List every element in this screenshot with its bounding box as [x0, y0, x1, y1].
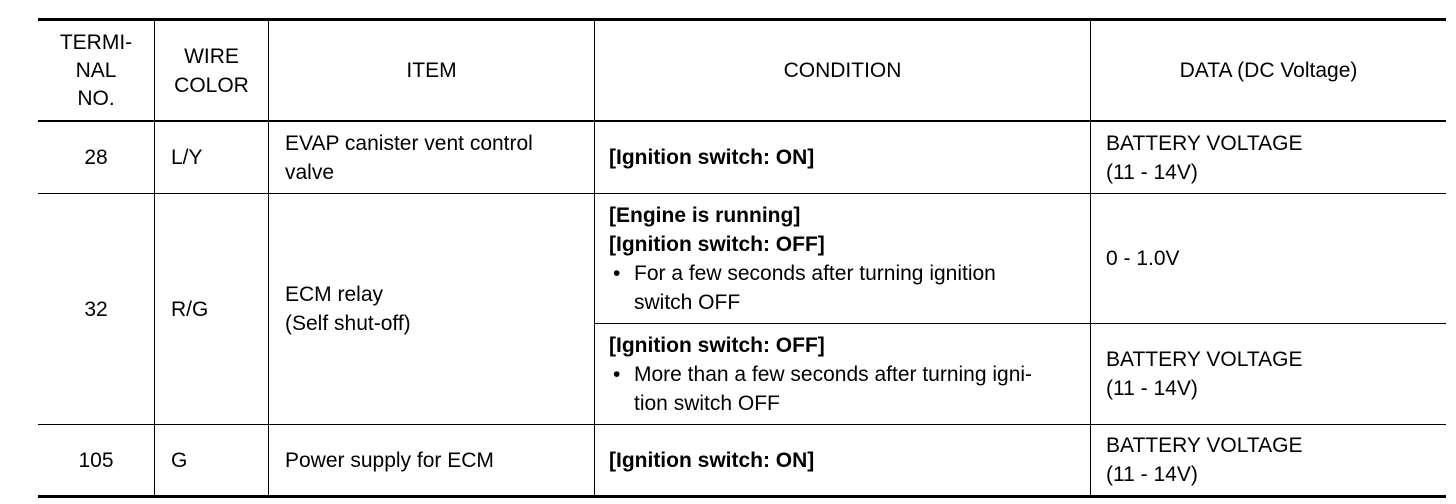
item-name: Power supply for ECM — [285, 448, 494, 472]
header-item: ITEM — [406, 59, 457, 82]
bullet-icon: • — [613, 362, 621, 386]
condition-bullet: • For a few seconds after turning ignition switch OFF — [609, 259, 996, 317]
terminal-no: 28 — [84, 146, 108, 169]
header-data: DATA (DC Voltage) — [1179, 59, 1358, 82]
item-name: EVAP canister vent control valve — [285, 131, 533, 184]
table-bottom-rule — [38, 495, 1446, 498]
terminal-no: 105 — [78, 448, 114, 472]
data-value: 0 - 1.0V — [1106, 247, 1180, 270]
condition-text: [Engine is running] [Ignition switch: OFF] • For a few seconds after turning ignition switch OFF — [609, 194, 1087, 323]
bullet-icon: • — [613, 261, 621, 285]
data-value: BATTERY VOLTAGE (11 - 14V) — [1106, 434, 1303, 486]
condition-text: [Ignition switch: ON] — [609, 448, 815, 472]
wire-color: G — [171, 448, 188, 472]
header-terminal-no: TERMI- NAL NO. — [59, 30, 133, 110]
wire-color: L/Y — [171, 146, 203, 169]
header-wire-color: WIRE COLOR — [174, 44, 249, 97]
header-condition: CONDITION — [783, 59, 902, 82]
terminal-no: 32 — [84, 297, 108, 321]
condition-bullet: • More than a few seconds after turning igni- tion switch OFF — [609, 360, 1032, 418]
data-value: BATTERY VOLTAGE (11 - 14V) — [1106, 348, 1303, 400]
wire-color: R/G — [171, 297, 209, 321]
condition-text: [Ignition switch: ON] — [609, 146, 815, 169]
ecm-terminal-table — [38, 18, 1446, 498]
data-value: BATTERY VOLTAGE (11 - 14V) — [1106, 131, 1303, 184]
item-name: ECM relay (Self shut-off) — [285, 283, 411, 335]
condition-text: [Ignition switch: OFF] • More than a few seconds after turning igni- tion switch OFF — [609, 324, 1087, 424]
